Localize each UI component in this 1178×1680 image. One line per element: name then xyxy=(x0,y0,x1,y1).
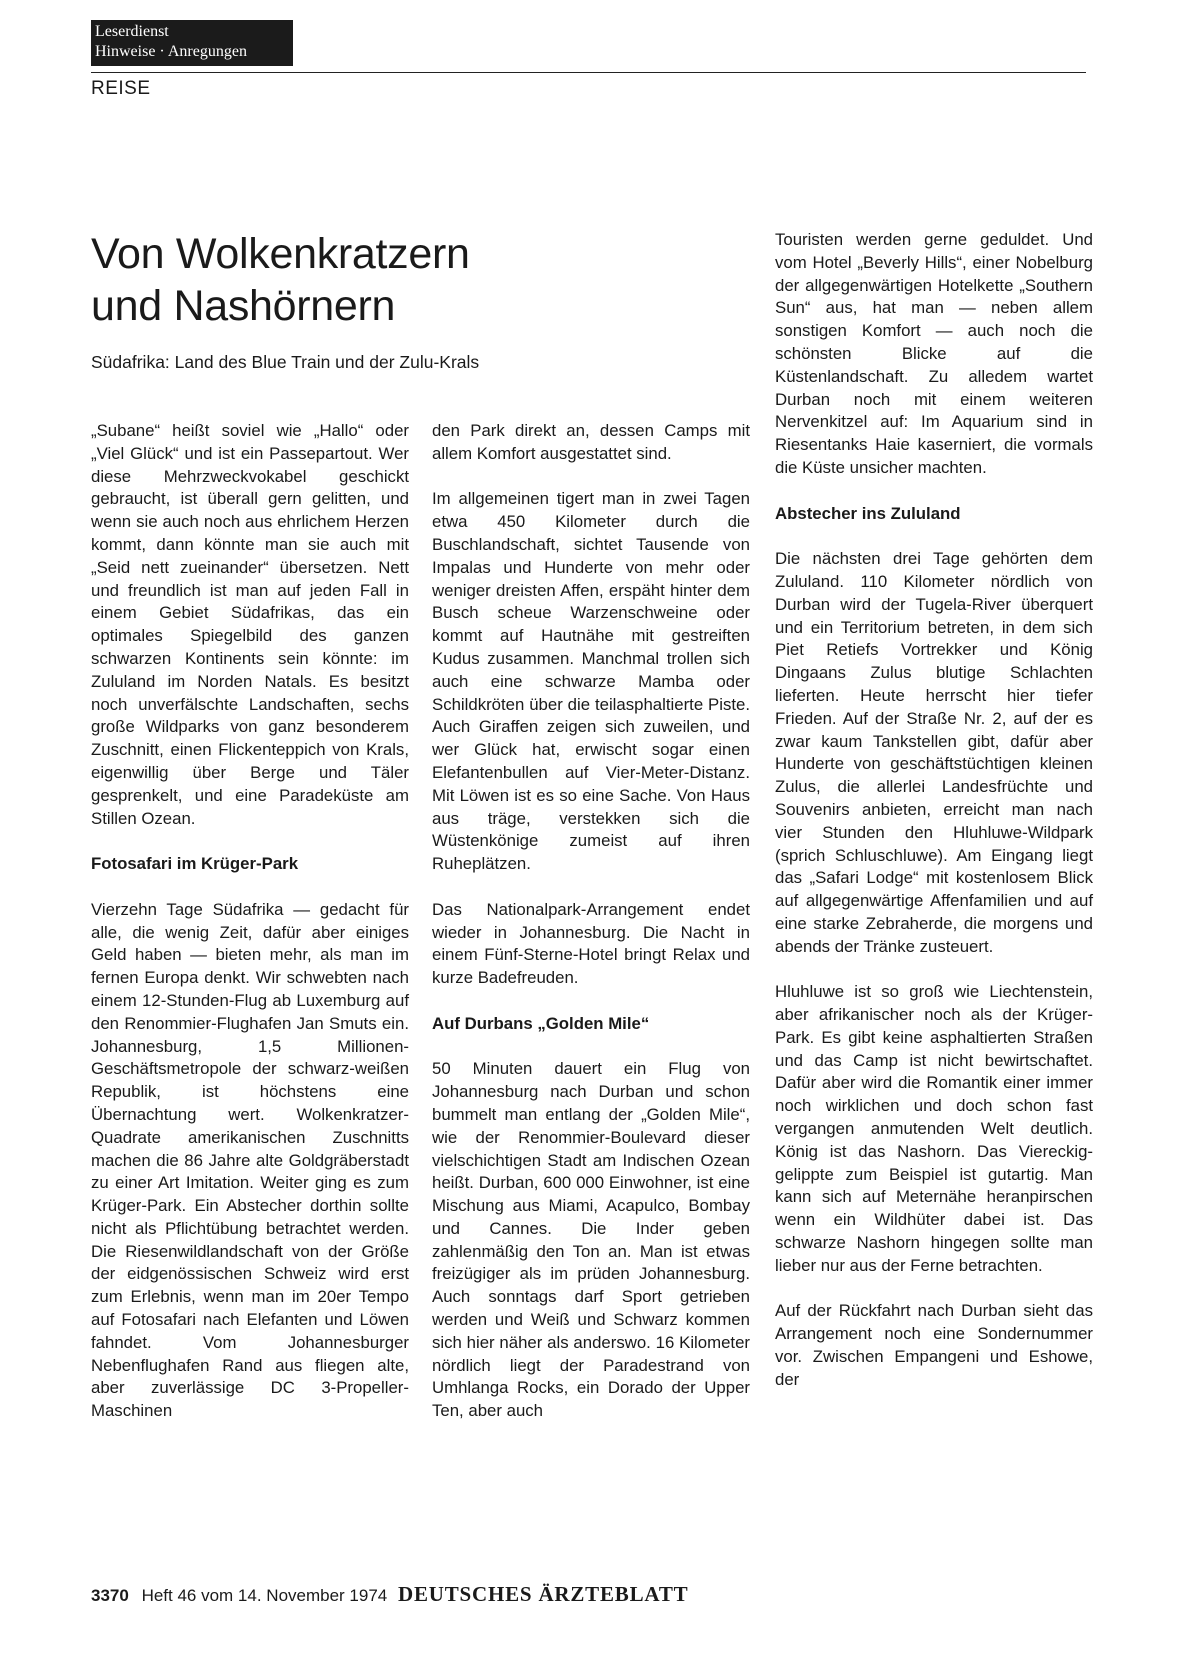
subheading: Fotosafari im Krüger-Park xyxy=(91,854,299,874)
badge-line-1: Leserdienst xyxy=(95,23,169,40)
paragraph: „Subane“ heißt soviel wie „Hallo“ oder „Viel Glück“ und ist ein Passepartout. Wer diese Mehrzweckvokabel geschickt gebraucht, ist überall gern gelitten, und wenn sie auch noch aus ehrlichem Herzen kommt, dann könnte man sie auch mit „Seid nett zueinander“ übersetzen. Nett und freundlich ist man auf jeden Fall in einem Gebiet Südafrikas, das ein optimales Spiegelbild des ganzen schwarzen Kontinents sein könnte: im Zululand im Norden Natals. Es besitzt noch unverfälschte Landschaften, sechs große Wildparks von ganz besonderem Zuschnitt, einen Flickenteppich von Krals, eigenwillig über Berge und Täler gesprenkelt, und eine Paradeküste am Stillen Ozean. xyxy=(91,421,409,828)
column-2 xyxy=(432,420,750,1446)
paragraph: Auf der Rückfahrt nach Durban sieht das Arrangement noch eine Sondernummer vor. Zwischen Empangeni und Eshowe, der xyxy=(775,1301,1093,1389)
paragraph: Hluhluwe ist so groß wie Liechtenstein, aber afrikanischer noch als der Krüger-Park. Es gibt keine asphaltierten Straßen und das Camp ist nicht bewirtschaftet. Dafür aber wird die Romantik einer immer noch wirklichen und doch schon fast vergangen anmutenden Welt deutlich. König ist das Nashorn. Das Viereckig-gelippte zum Beispiel ist gutartig. Man kann sich auf Meternähe heranpirschen wenn ein Wildhüter dabei ist. Das schwarze Nashorn hingegen sollte man lieber nur aus der Ferne betrachten. xyxy=(775,982,1093,1275)
issue-info: Heft 46 vom 14. November 1974 xyxy=(141,1586,388,1605)
paragraph: Das Nationalpark-Arrangement endet wieder in Johannesburg. Die Nacht in einem Fünf-Sterne-Hotel bringt Relax und kurze Badefreuden. xyxy=(432,899,750,988)
header-rule xyxy=(91,72,1086,73)
paragraph: Im allgemeinen tigert man in zwei Tagen etwa 450 Kilometer durch die Buschlandschaft, sichtet Tausende von Impalas und Hunderte von mehr oder weniger dreisten Affen, erspäht hinter dem Busch scheue Warzenschweine oder kommt auf Hautnähe mit gestreiften Kudus zusammen. Manchmal trollen sich auch eine schwarze Mamba oder Schildkröten über die teilasphaltierte Piste. Auch Giraffen zeigen sich zuweilen, und wer Glück hat, erwischt sogar einen Elefantenbullen auf Vier-Meter-Distanz. Mit Löwen ist es so eine Sache. Von Haus aus träge, verstekken sich die Wüstenkönige zumeist auf ihren Ruheplätzen. xyxy=(432,489,750,874)
page-number: 3370 xyxy=(91,1586,129,1605)
title-line-2: und Nashörnern xyxy=(91,282,396,330)
subheading: Auf Durbans „Golden Mile“ xyxy=(432,1013,650,1033)
article-title xyxy=(91,228,470,332)
column-3 xyxy=(775,229,1093,1414)
subheading: Abstecher ins Zululand xyxy=(775,503,961,523)
page-footer xyxy=(91,1582,688,1607)
paragraph: Die nächsten drei Tage gehörten dem Zululand. 110 Kilometer nördlich von Durban wird der Tugela-River überquert und ein Territorium betreten, in dem sich Piet Retiefs Vortrekker und König Dingaans Zulus blutige Schlachten lieferten. Heute herrscht hier tiefer Frieden. Auf der Straße Nr. 2, auf der es zwar kaum Tankstellen gibt, dafür aber Hunderte von geschäftstüchtigen kleinen Zulus, die allerlei Landesfrüchte und Souvenirs anbieten, erreicht man nach vier Stunden den Hluhluwe-Wildpark (sprich Schluschluwe). Am Eingang liegt das „Safari Lodge“ mit kostenlosem Blick auf allgegenwärtige Affenfamilien und auf eine starke Zebraherde, die morgens und abends der Tränke zusteuert. xyxy=(775,549,1093,956)
paragraph: 50 Minuten dauert ein Flug von Johannesburg nach Durban und schon bummelt man entlang der „Golden Mile“, wie der Renommier-Boulevard dieser vielschichtigen Stadt am Indischen Ozean heißt. Durban, 600 000 Einwohner, ist eine Mischung aus Miami, Acapulco, Bombay und Cannes. Die Inder geben zahlenmäßig den Ton an. Man ist etwas freizügiger als im prüden Johannesburg. Auch sonntags darf Sport getrieben werden und Weiß und Schwarz kommen sich hier näher als anderswo. 16 Kilometer nördlich liegt der Paradestrand von Umhlanga Rocks, ein Dorado der Upper Ten, aber auch xyxy=(432,1059,750,1421)
paragraph: Touristen werden gerne geduldet. Und vom Hotel „Beverly Hills“, einer Nobelburg der allgegenwärtigen Hotelkette „Southern Sun“ aus, hat man — neben allem sonstigen Komfort — auch noch die schönsten Blicke auf die Küstenlandschaft. Zu alledem wartet Durban noch mit einem weiteren Nervenkitzel auf: Im Aquarium sind in Riesentanks Haie kaserniert, die vormals die Küste unsicher machten. xyxy=(775,230,1093,477)
paragraph: den Park direkt an, dessen Camps mit allem Komfort ausgestattet sind. xyxy=(432,421,750,463)
section-label: REISE xyxy=(91,78,151,99)
magazine-name: DEUTSCHES ÄRZTEBLATT xyxy=(397,1582,689,1606)
title-line-1: Von Wolkenkratzern xyxy=(91,230,470,278)
badge-line-2: Hinweise · Anregungen xyxy=(95,43,247,60)
paragraph: Vierzehn Tage Südafrika — gedacht für alle, die wenig Zeit, dafür aber einiges Geld haben — bieten mehr, als man im fernen Europa denkt. Wir schwebten nach einem 12-Stunden-Flug ab Luxemburg auf den Renommier-Flughafen Jan Smuts ein. Johannesburg, 1,5 Millionen-Geschäftsmetropole der schwarz-weißen Republik, ist höchstens eine Übernachtung wert. Wolkenkratzer-Quadrate amerikanischen Zuschnitts machen die 86 Jahre alte Goldgräberstadt zu einer Art Imitation. Weiter ging es zum Krüger-Park. Ein Abstecher dorthin sollte nicht als Pflichtübung betrachtet werden. Die Riesenwildlandschaft von der Größe der eidgenössischen Schweiz wird erst zum Erlebnis, wenn man im 20er Tempo auf Fotosafari nach Elefanten und Löwen fahndet. Vom Johannesburger Nebenflughafen Rand aus fliegen alte, aber zuverlässige DC 3-Propeller-Maschinen xyxy=(91,899,409,1421)
column-1 xyxy=(91,420,409,1446)
leserdienst-badge xyxy=(91,20,293,66)
article-subtitle: Südafrika: Land des Blue Train und der Zulu-Krals xyxy=(91,352,480,372)
